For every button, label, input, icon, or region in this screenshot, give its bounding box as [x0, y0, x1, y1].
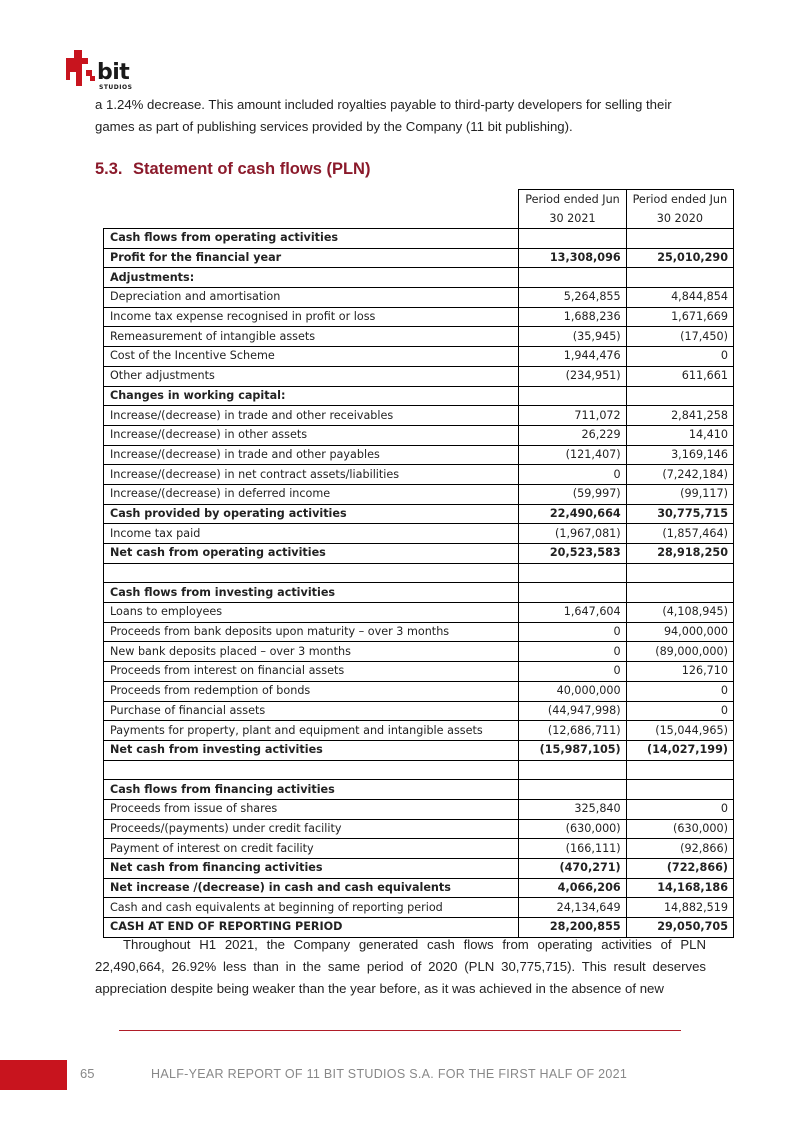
page-number: 65 [80, 1066, 95, 1081]
footer-title: HALF-YEAR REPORT OF 11 BIT STUDIOS S.A. FOR THE FIRST HALF OF 2021 [151, 1067, 628, 1081]
table-row [104, 229, 734, 249]
value-2021: 325,840 [519, 799, 626, 819]
table-row [104, 327, 734, 347]
value-2020: (99,117) [626, 484, 733, 504]
value-2021: 711,072 [519, 406, 626, 426]
value-2021: 26,229 [519, 425, 626, 445]
row-label [104, 760, 519, 780]
row-label: Proceeds from redemption of bonds [104, 681, 519, 701]
value-2021: 0 [519, 642, 626, 662]
row-label: Income tax paid [104, 524, 519, 544]
table-header-row [104, 190, 734, 229]
value-2021: 40,000,000 [519, 681, 626, 701]
row-label: Changes in working capital: [104, 386, 519, 406]
value-2020: 3,169,146 [626, 445, 733, 465]
table-row [104, 465, 734, 485]
table-row [104, 288, 734, 308]
value-2021: (630,000) [519, 819, 626, 839]
value-2021: 4,066,206 [519, 878, 626, 898]
table-row [104, 760, 734, 780]
value-2020: (92,866) [626, 839, 733, 859]
row-label: Depreciation and amortisation [104, 288, 519, 308]
table-row [104, 307, 734, 327]
row-label: Proceeds from interest on financial assets [104, 662, 519, 682]
table-row [104, 898, 734, 918]
table-row [104, 583, 734, 603]
value-2021: (234,951) [519, 366, 626, 386]
table-row [104, 642, 734, 662]
value-2021: 22,490,664 [519, 504, 626, 524]
value-2020: 1,671,669 [626, 307, 733, 327]
value-2020 [626, 386, 733, 406]
cash-flow-table [103, 189, 734, 938]
value-2021 [519, 583, 626, 603]
row-label: Proceeds/(payments) under credit facility [104, 819, 519, 839]
value-2021: 1,647,604 [519, 603, 626, 623]
row-label: Proceeds from issue of shares [104, 799, 519, 819]
value-2021 [519, 760, 626, 780]
closing-paragraph [95, 934, 706, 1000]
value-2020: 0 [626, 701, 733, 721]
table-row [104, 799, 734, 819]
value-2021: 1,688,236 [519, 307, 626, 327]
row-label: Cash flows from investing activities [104, 583, 519, 603]
value-2021: 0 [519, 622, 626, 642]
row-label: Income tax expense recognised in profit or loss [104, 307, 519, 327]
row-label [104, 563, 519, 583]
table-row [104, 544, 734, 564]
table-row [104, 721, 734, 741]
row-label: Net cash from investing activities [104, 740, 519, 760]
table-row [104, 248, 734, 268]
row-label: Increase/(decrease) in trade and other payables [104, 445, 519, 465]
row-label: Cost of the Incentive Scheme [104, 347, 519, 367]
value-2020: 25,010,290 [626, 248, 733, 268]
value-2020: 2,841,258 [626, 406, 733, 426]
value-2020 [626, 780, 733, 800]
value-2021: 24,134,649 [519, 898, 626, 918]
value-2021 [519, 268, 626, 288]
value-2021: 28,200,855 [519, 918, 626, 938]
row-label: Increase/(decrease) in trade and other receivables [104, 406, 519, 426]
value-2020 [626, 563, 733, 583]
value-2021: (12,686,711) [519, 721, 626, 741]
value-2020: 94,000,000 [626, 622, 733, 642]
cash-flow-table-body [104, 229, 734, 938]
section-heading [95, 160, 370, 179]
row-label: Purchase of financial assets [104, 701, 519, 721]
value-2021: 1,944,476 [519, 347, 626, 367]
value-2020: 14,168,186 [626, 878, 733, 898]
section-number: 5.3. [95, 160, 123, 178]
value-2021: (121,407) [519, 445, 626, 465]
value-2020: 0 [626, 681, 733, 701]
table-row [104, 681, 734, 701]
value-2020: 29,050,705 [626, 918, 733, 938]
footer-accent-block [0, 1060, 67, 1090]
value-2020: 14,410 [626, 425, 733, 445]
header-blank-cell [104, 190, 519, 229]
value-2021 [519, 563, 626, 583]
value-2020: 28,918,250 [626, 544, 733, 564]
value-2020: (15,044,965) [626, 721, 733, 741]
table-row [104, 504, 734, 524]
table-row [104, 662, 734, 682]
column-header-2021: Period ended Jun 30 2021 [519, 190, 626, 229]
value-2020 [626, 268, 733, 288]
value-2021: 0 [519, 465, 626, 485]
section-title: Statement of cash flows (PLN) [133, 160, 371, 178]
value-2020: 4,844,854 [626, 288, 733, 308]
table-row [104, 406, 734, 426]
table-row [104, 780, 734, 800]
row-label: Cash flows from operating activities [104, 229, 519, 249]
value-2020 [626, 583, 733, 603]
table-row [104, 445, 734, 465]
value-2021 [519, 229, 626, 249]
table-row [104, 425, 734, 445]
value-2020: 611,661 [626, 366, 733, 386]
value-2020: (4,108,945) [626, 603, 733, 623]
row-label: Payment of interest on credit facility [104, 839, 519, 859]
row-label: New bank deposits placed – over 3 months [104, 642, 519, 662]
table-row [104, 524, 734, 544]
value-2020: 126,710 [626, 662, 733, 682]
value-2021: 5,264,855 [519, 288, 626, 308]
table-row [104, 878, 734, 898]
table-row [104, 701, 734, 721]
row-label: Increase/(decrease) in deferred income [104, 484, 519, 504]
value-2021: (166,111) [519, 839, 626, 859]
row-label: Cash provided by operating activities [104, 504, 519, 524]
value-2020: (1,857,464) [626, 524, 733, 544]
row-label: Cash flows from financing activities [104, 780, 519, 800]
table-row [104, 484, 734, 504]
table-row [104, 839, 734, 859]
value-2020: (722,866) [626, 859, 733, 879]
table-row [104, 563, 734, 583]
closing-text: Throughout H1 2021, the Company generated cash flows from operating activities of PLN 22,490,664, 26.92% less than in the same period of 2020 (PLN 30,775,715). This result deserves appreciation despite being weaker than the year before, as it was achieved in the absence of new [95, 937, 706, 996]
row-label: Proceeds from bank deposits upon maturity – over 3 months [104, 622, 519, 642]
footer-divider [119, 1030, 681, 1031]
table-row [104, 740, 734, 760]
logo-wordmark: bit [97, 60, 130, 85]
value-2020: 0 [626, 347, 733, 367]
value-2020: (89,000,000) [626, 642, 733, 662]
row-label: Loans to employees [104, 603, 519, 623]
column-header-2020: Period ended Jun 30 2020 [626, 190, 733, 229]
row-label: Remeasurement of intangible assets [104, 327, 519, 347]
value-2020: 14,882,519 [626, 898, 733, 918]
row-label: Net increase /(decrease) in cash and cash equivalents [104, 878, 519, 898]
table-row [104, 603, 734, 623]
value-2021: (470,271) [519, 859, 626, 879]
row-label: Adjustments: [104, 268, 519, 288]
value-2020: 0 [626, 799, 733, 819]
logo-mark-icon [66, 50, 96, 86]
value-2020: (630,000) [626, 819, 733, 839]
table-row [104, 366, 734, 386]
company-logo [66, 50, 148, 94]
table-row [104, 859, 734, 879]
value-2021 [519, 386, 626, 406]
value-2020 [626, 229, 733, 249]
value-2020: (17,450) [626, 327, 733, 347]
table-row [104, 386, 734, 406]
table-row [104, 347, 734, 367]
intro-paragraph: a 1.24% decrease. This amount included royalties payable to third-party developers for selling their games as part of publishing services provided by the Company (11 bit publishing). [95, 97, 672, 134]
table-row [104, 268, 734, 288]
logo-subtitle: STUDIOS [99, 84, 133, 91]
value-2020: (14,027,199) [626, 740, 733, 760]
value-2021: (15,987,105) [519, 740, 626, 760]
value-2021: (1,967,081) [519, 524, 626, 544]
table-row [104, 622, 734, 642]
value-2021: 20,523,583 [519, 544, 626, 564]
value-2021: 13,308,096 [519, 248, 626, 268]
value-2020: 30,775,715 [626, 504, 733, 524]
value-2021: 0 [519, 662, 626, 682]
value-2021: (35,945) [519, 327, 626, 347]
value-2020 [626, 760, 733, 780]
row-label: CASH AT END OF REPORTING PERIOD [104, 918, 519, 938]
row-label: Cash and cash equivalents at beginning of reporting period [104, 898, 519, 918]
value-2021 [519, 780, 626, 800]
row-label: Net cash from operating activities [104, 544, 519, 564]
row-label: Profit for the financial year [104, 248, 519, 268]
value-2021: (59,997) [519, 484, 626, 504]
row-label: Increase/(decrease) in other assets [104, 425, 519, 445]
row-label: Net cash from financing activities [104, 859, 519, 879]
row-label: Payments for property, plant and equipment and intangible assets [104, 721, 519, 741]
value-2020: (7,242,184) [626, 465, 733, 485]
table-row [104, 819, 734, 839]
row-label: Other adjustments [104, 366, 519, 386]
value-2021: (44,947,998) [519, 701, 626, 721]
row-label: Increase/(decrease) in net contract assets/liabilities [104, 465, 519, 485]
